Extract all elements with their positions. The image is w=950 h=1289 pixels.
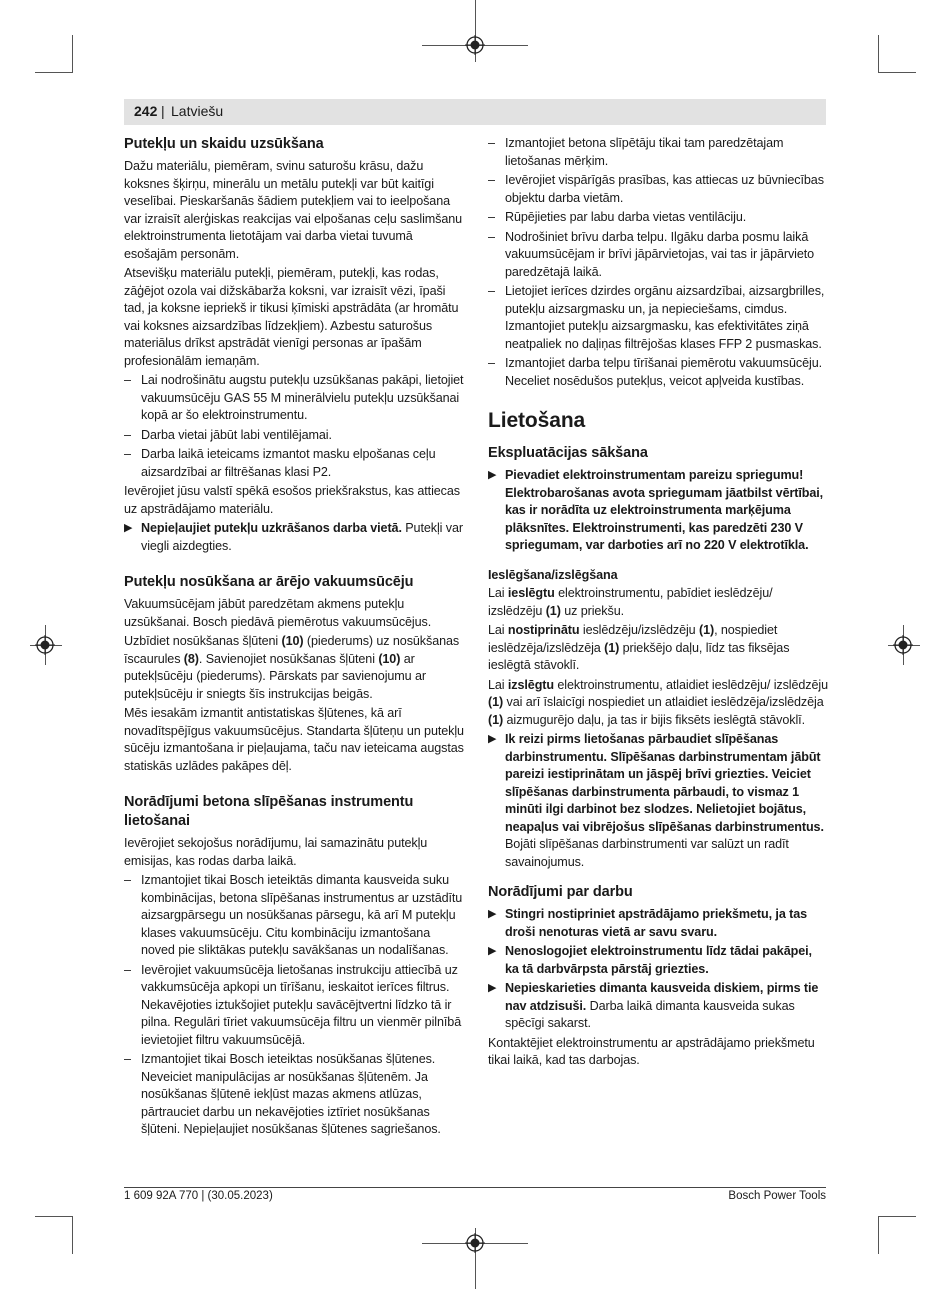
arrow-bullet-icon: ▶ <box>124 522 133 534</box>
warning-text: Darba laikā dimanta kausveida sukas spēcīgi sakarst. <box>505 998 795 1030</box>
crop-mark <box>878 1216 916 1217</box>
warning-text: Putekļi var viegli aizdegties. <box>141 521 463 553</box>
paragraph: Ievērojiet jūsu valstī spēkā esošos priekšrakstus, kas attiecas uz apstrādājamo materiālu. <box>124 484 460 516</box>
paragraph: Atsevišķu materiālu putekļi, piemēram, putekļi, kas rodas, zāģējot ozola vai dižskābarža koksni, var izraisīt vēzi, īpaši tad, ja koksne iepriekš ir tikusi ķīmiski apstrādāta (ar hromātu vai koksnes aizsardzības līdzekļiem). Azbestu saturošus materiālus drīkst apstrādāt vienīgi personas ar īpašām profesionālām iemaņām. <box>124 266 459 368</box>
paragraph: Ievērojiet sekojošus norādījumu, lai samazinātu putekļu emisijas, kas rodas darba laikā. <box>124 836 428 868</box>
dash-list-item: – Ievērojiet vispārīgās prasības, kas attiecas uz būvniecības objektu darba vietām. <box>488 172 828 207</box>
dash-list-item: – Lai nodrošinātu augstu putekļu uzsūkšanas pakāpi, lietojiet vakuumsūcēju GAS 55 M minerālvielu putekļu uzsūkšanai kopā ar šo elektroinstrumentu. <box>124 372 464 425</box>
paragraph: Uzbīdiet nosūkšanas šļūteni (10) (piederums) uz nosūkšanas īscaurules (8). Savienojiet nosūkšanas šļūteni (10) ar putekļsūcēju (piederums). Pārskats par savienojumu ar putekļsūcēju ir sniegts šīs instrukcijas beigās. <box>124 634 460 701</box>
crop-mark <box>72 1216 73 1254</box>
arrow-bullet-icon: ▶ <box>488 469 497 481</box>
header-separator: | <box>161 103 165 119</box>
footer-brand: Bosch Power Tools <box>728 1190 826 1202</box>
crop-mark <box>35 72 73 73</box>
warning-item <box>124 520 464 555</box>
registration-mark-icon <box>35 635 55 655</box>
dash-list-item: – Nodrošiniet brīvu darba telpu. Ilgāku darba posmu laikā vakuumsūcējam ir brīvi jāpārvietojas, vai tas ir jāpārvieto paredzētajā laikā. <box>488 229 828 282</box>
arrow-bullet-icon: ▶ <box>488 733 497 745</box>
crop-mark <box>35 1216 73 1217</box>
warning-item <box>488 467 828 555</box>
warning-bold: Nepieskarieties dimanta kausveida diskiem, pirms tie nav atdzisuši. <box>505 981 819 1013</box>
arrow-bullet-icon: ▶ <box>488 908 497 920</box>
dash-list-item: – Izmantojiet tikai Bosch ieteiktās dimanta kausveida suku kombinācijas, betona slīpēšanas instrumentus ar uzstādītu aizsargpārsegu un nosūkšanas pārsegu, kā arī M putekļu klases vakuumsūcēju. Citu kombināciju izmantošana noved pie sliktākas putekļu savākšanas un nodalīšanas. <box>124 872 464 960</box>
paragraph: Vakuumsūcējam jābūt paredzētam akmens putekļu uzsūkšanai. Bosch piedāvā piemērotus vakuumsūcējus. <box>124 597 432 629</box>
left-column <box>124 135 464 1141</box>
registration-mark-icon <box>465 1233 485 1253</box>
dash-list-item: – Izmantojiet betona slīpētāju tikai tam paredzētajam lietošanas mērķim. <box>488 135 828 170</box>
section-title: Ekspluatācijas sākšana <box>488 445 648 461</box>
paragraph: Lai izslēgtu elektroinstrumentu, atlaidiet ieslēdzēju/ izslēdzēju (1) vai arī īslaicīgi nospiediet un atlaidiet ieslēdzēja/izslēdzēja (1) aizmugurējo daļu, ja tas ir bijis fiksēts ieslēgtā stāvoklī. <box>488 677 829 727</box>
chapter-title: Lietošana <box>488 409 586 432</box>
paragraph: Dažu materiālu, piemēram, svinu saturošu krāsu, dažu koksnes šķirņu, minerālu un metālu putekļi var būt kaitīgi veselībai. Pieskaršanās šādiem putekļiem vai to ieelpošana var izraisīt alerģiskas reakcijas vai elpošanas ceļu saslimšanu elektroinstrumenta lietotājam vai darba vietai tuvumā esošajām personām. <box>124 159 463 261</box>
warning-text: Bojāti slīpēšanas darbinstrumenti var salūzt un radīt savainojumus. <box>505 837 789 869</box>
warning-item <box>488 943 828 978</box>
warning-item <box>488 906 828 941</box>
crop-mark <box>878 35 879 73</box>
warning-bold: Ik reizi pirms lietošanas pārbaudiet slīpēšanas darbinstrumentu. Slīpēšanas darbinstrumentam jābūt pareizi iestiprinātam un jāspēj brīvi griezties. Veiciet slīpēšanas darbinstrumenta pārbaudi, to vismaz 1 minūti ilgi darbinot bez slodzes. Nelietojiet bojātus, neapaļus vai vibrējošus slīpēšanas darbinstrumentus. <box>505 732 824 834</box>
section-title: Norādījumi betona slīpēšanas instrumentu lietošanai <box>124 794 414 829</box>
arrow-bullet-icon: ▶ <box>488 982 497 994</box>
warning-bold: Nepieļaujiet putekļu uzkrāšanos darba vietā. <box>141 521 402 535</box>
registration-mark-icon <box>465 35 485 55</box>
warning-bold: Stingri nostipriniet apstrādājamo priekšmetu, ja tas droši nenoturas vietā ar savu svaru. <box>505 907 808 939</box>
dash-list-item: – Darba vietai jābūt labi ventilējamai. <box>124 427 464 445</box>
dash-list-item: – Izmantojiet darba telpu tīrīšanai piemērotu vakuumsūcēju. Neceliet nosēdušos putekļus, veicot apļveida kustības. <box>488 355 828 390</box>
page-number: 242 <box>134 103 158 119</box>
crop-mark <box>878 72 916 73</box>
paragraph: Lai nostiprinātu ieslēdzēju/izslēdzēju (1), nospiediet ieslēdzēja/izslēdzēja (1) priekšējo daļu, līdz tas fiksējas ieslēgtā stāvoklī. <box>488 623 790 672</box>
dash-list-item: – Darba laikā ieteicams izmantot masku elpošanas ceļu aizsardzībai ar filtrēšanas klasi P2. <box>124 446 464 481</box>
warning-item <box>488 980 828 1033</box>
registration-mark-icon <box>893 635 913 655</box>
paragraph: Kontaktējiet elektroinstrumentu ar apstrādājamo priekšmetu tikai laikā, kad tas darbojas. <box>488 1035 815 1067</box>
paragraph: Lai ieslēgtu elektroinstrumentu, pabīdiet ieslēdzēju/ izslēdzēju (1) uz priekšu. <box>488 586 773 618</box>
right-column <box>488 135 828 1072</box>
warning-item <box>488 731 828 871</box>
section-title: Norādījumi par darbu <box>488 884 633 900</box>
footer-rule <box>124 1187 826 1188</box>
dash-list-item: – Izmantojiet tikai Bosch ieteiktas nosūkšanas šļūtenes. Neveiciet manipulācijas ar nosūkšanas šļūtenēm. Ja nosūkšanas šļūtenē iekļūst mazas akmens atlūzas, pārtrauciet darbu un nekavējoties iztīriet nosūkšanas šļūteni. Nepieļaujiet nosūkšanas šļūtenes sagriešanos. <box>124 1051 464 1139</box>
arrow-bullet-icon: ▶ <box>488 945 497 957</box>
crop-mark <box>72 35 73 73</box>
subsection-title: Ieslēgšana/izslēgšana <box>488 567 618 582</box>
dash-list-item: – Ievērojiet vakuumsūcēja lietošanas instrukciju attiecībā uz vakkumsūcēja apkopi un tīrīšanu, ieskaitot ierīces filtrus. Nekavējoties iztukšojiet putekļu savācējtvertni līdzko tā ir pilna. Regulāri tīriet vakuumsūcēja filtru un vienmēr pilnībā ievietojiet filtru vakuumsūcējā. <box>124 962 464 1050</box>
dash-list-item: – Lietojiet ierīces dzirdes orgānu aizsardzībai, aizsargbrilles, putekļu aizsargmasku un, ja nepieciešams, cimdus. Izmantojiet putekļu aizsargmasku, kas efektivitātes ziņā neatpaliek no daļiņas filtrējošas klases FFP 2 pusmaskas. <box>488 283 828 353</box>
warning-bold: Nenoslogojiet elektroinstrumentu līdz tādai pakāpei, ka tā darbvārpsta pārstāj griezties. <box>505 944 812 976</box>
footer-doc-code: 1 609 92A 770 | (30.05.2023) <box>124 1190 273 1202</box>
paragraph: Mēs iesakām izmantit antistatiskas šļūtenes, kā arī novadītspējīgus vakuumsūcējus. Standarta šļūteņu un putekļu sūcēju izmantošana ir pieļaujama, taču nav ieteicama augstas statiskās uzlādes pakāpes dēļ. <box>124 706 464 773</box>
dash-list-item: – Rūpējieties par labu darba vietas ventilāciju. <box>488 209 828 227</box>
page-header-band <box>124 99 826 125</box>
section-title: Putekļu nosūkšana ar ārējo vakuumsūcēju <box>124 574 414 590</box>
warning-bold: Pievadiet elektroinstrumentam pareizu spriegumu! Elektrobarošanas avota spriegumam jāatbilst vērtībai, kas ir norādīta uz elektroinstrumenta marķējuma plāksnītes. Elektroinstrumenti, kas paredzēti 230 V spriegumam, var darboties arī no 220 V elektrotīkla. <box>505 468 824 552</box>
crop-mark <box>878 1216 879 1254</box>
page-language: Latviešu <box>171 103 224 119</box>
section-title: Putekļu un skaidu uzsūkšana <box>124 136 324 152</box>
